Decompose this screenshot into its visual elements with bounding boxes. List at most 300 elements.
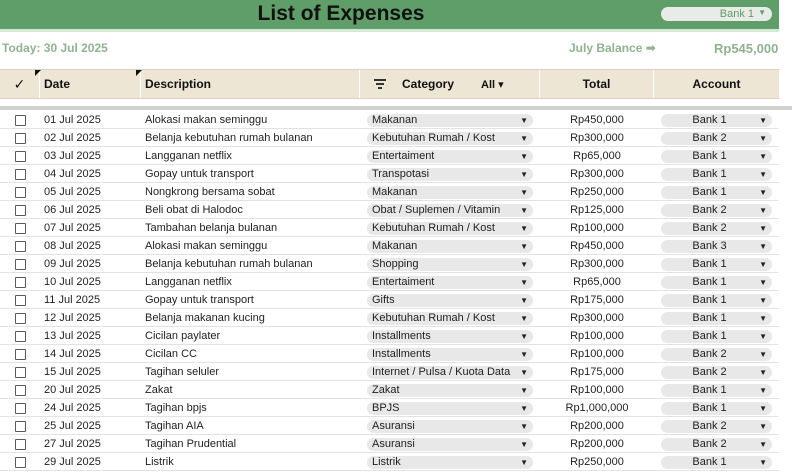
row-date[interactable]: 07 Jul 2025 (44, 222, 101, 234)
row-category-cell (367, 183, 533, 201)
bank-selector[interactable] (661, 7, 772, 21)
header-total-label: Total (582, 77, 611, 91)
category-value: Kebutuhan Rumah / Kost (372, 132, 495, 144)
category-dropdown[interactable] (367, 276, 533, 289)
row-checkbox-cell (0, 255, 40, 273)
row-checkbox[interactable] (15, 223, 26, 234)
row-category-cell (367, 255, 533, 273)
dropdown-arrow-icon: ▼ (520, 331, 528, 341)
row-checkbox-cell (0, 183, 40, 201)
row-checkbox-cell (0, 219, 40, 237)
row-total[interactable]: Rp300,000 (570, 168, 624, 180)
header-category-label: Category (402, 77, 455, 91)
dropdown-arrow-icon: ▼ (520, 313, 528, 323)
table-row (0, 327, 779, 345)
account-value: Bank 1 (692, 276, 727, 288)
row-total[interactable]: Rp175,000 (570, 366, 624, 378)
dropdown-arrow-icon: ▼ (520, 205, 528, 215)
table-row (0, 111, 779, 129)
dropdown-arrow-icon: ▼ (520, 133, 528, 143)
row-category-cell (367, 399, 533, 417)
row-total[interactable]: Rp65,000 (573, 276, 621, 288)
table-row (0, 273, 779, 291)
row-date[interactable]: 09 Jul 2025 (44, 258, 101, 270)
row-date[interactable]: 05 Jul 2025 (44, 186, 101, 198)
table-row (0, 165, 779, 183)
row-checkbox-cell (0, 381, 40, 399)
row-category-cell (367, 309, 533, 327)
dropdown-arrow-icon: ▼ (520, 187, 528, 197)
row-total[interactable]: Rp450,000 (570, 240, 624, 252)
row-category-cell (367, 111, 533, 129)
row-total[interactable]: Rp175,000 (570, 294, 624, 306)
category-dropdown[interactable] (367, 312, 533, 325)
category-value: Makanan (372, 114, 418, 126)
category-value: Makanan (372, 186, 418, 198)
row-checkbox-cell (0, 201, 40, 219)
row-account-cell (661, 453, 772, 471)
header-description-label: Description (145, 77, 212, 91)
row-total[interactable]: Rp100,000 (570, 384, 624, 396)
row-account-cell (661, 363, 772, 381)
account-dropdown[interactable] (661, 294, 772, 307)
account-dropdown[interactable] (661, 240, 772, 253)
corner-marker-icon (35, 70, 41, 76)
account-value: Bank 2 (692, 132, 727, 144)
row-date[interactable]: 29 Jul 2025 (44, 456, 101, 468)
account-value: Bank 1 (692, 258, 727, 270)
category-dropdown[interactable] (367, 168, 533, 181)
row-category-cell (367, 363, 533, 381)
row-checkbox-cell (0, 345, 40, 363)
row-account-cell (661, 309, 772, 327)
account-value: Bank 1 (692, 186, 727, 198)
account-value: Bank 2 (692, 222, 727, 234)
dropdown-arrow-icon: ▼ (759, 403, 767, 413)
row-checkbox-cell (0, 291, 40, 309)
category-value: Kebutuhan Rumah / Kost (372, 222, 495, 234)
row-category-cell (367, 237, 533, 255)
dropdown-arrow-icon: ▼ (759, 457, 767, 467)
row-checkbox-cell (0, 129, 40, 147)
account-dropdown[interactable] (661, 114, 772, 127)
table-row (0, 363, 779, 381)
dropdown-arrow-icon: ▼ (520, 151, 528, 161)
table-row (0, 255, 779, 273)
row-checkbox-cell (0, 399, 40, 417)
table-row (0, 417, 779, 435)
row-checkbox-cell (0, 417, 40, 435)
row-checkbox-cell (0, 363, 40, 381)
dropdown-arrow-icon: ▼ (759, 115, 767, 125)
row-category-cell (367, 291, 533, 309)
account-dropdown[interactable] (661, 150, 772, 163)
row-date[interactable]: 06 Jul 2025 (44, 204, 101, 216)
dropdown-arrow-icon: ▼ (520, 403, 528, 413)
row-description[interactable]: Cicilan paylater (145, 330, 221, 342)
account-dropdown[interactable] (661, 330, 772, 343)
header-category[interactable] (360, 70, 540, 98)
row-account-cell (661, 183, 772, 201)
dropdown-arrow-icon: ▼ (520, 457, 528, 467)
row-category-cell (367, 453, 533, 471)
dropdown-arrow-icon: ▼ (759, 331, 767, 341)
dropdown-arrow-icon: ▼ (520, 421, 528, 431)
row-checkbox[interactable] (15, 187, 26, 198)
row-account-cell (661, 291, 772, 309)
dropdown-arrow-icon: ▼ (520, 385, 528, 395)
header-account[interactable] (654, 70, 779, 98)
category-dropdown[interactable] (367, 456, 533, 469)
account-value: Bank 1 (692, 114, 727, 126)
dropdown-arrow-icon: ▼ (759, 241, 767, 251)
row-checkbox[interactable] (15, 277, 26, 288)
row-account-cell (661, 399, 772, 417)
category-dropdown[interactable] (367, 330, 533, 343)
dropdown-arrow-icon: ▼ (520, 277, 528, 287)
row-description[interactable]: Belanja kebutuhan rumah bulanan (145, 132, 313, 144)
row-category-cell (367, 201, 533, 219)
row-description[interactable]: Alokasi makan seminggu (145, 240, 268, 252)
row-checkbox-cell (0, 309, 40, 327)
account-value: Bank 2 (692, 204, 727, 216)
account-dropdown[interactable] (661, 312, 772, 325)
row-total[interactable]: Rp300,000 (570, 312, 624, 324)
row-checkbox-cell (0, 237, 40, 255)
table-row (0, 309, 779, 327)
row-account-cell (661, 129, 772, 147)
category-value: Obat / Suplemen / Vitamin (372, 204, 501, 216)
row-date[interactable]: 24 Jul 2025 (44, 402, 101, 414)
category-value: Kebutuhan Rumah / Kost (372, 312, 495, 324)
row-account-cell (661, 201, 772, 219)
account-dropdown[interactable] (661, 438, 772, 451)
row-date[interactable]: 12 Jul 2025 (44, 312, 101, 324)
row-checkbox[interactable] (15, 331, 26, 342)
category-dropdown[interactable] (367, 348, 533, 361)
dropdown-arrow-icon: ▼ (520, 259, 528, 269)
category-value: Gifts (372, 294, 395, 306)
account-value: Bank 2 (692, 438, 727, 450)
row-checkbox[interactable] (15, 151, 26, 162)
dropdown-arrow-icon: ▼ (520, 169, 528, 179)
row-total[interactable]: Rp100,000 (570, 330, 624, 342)
row-checkbox[interactable] (15, 295, 26, 306)
row-category-cell (367, 129, 533, 147)
row-checkbox[interactable] (15, 349, 26, 360)
corner-marker-icon (136, 70, 142, 76)
account-dropdown[interactable] (661, 258, 772, 271)
row-checkbox[interactable] (15, 439, 26, 450)
row-checkbox-cell (0, 147, 40, 165)
row-category-cell (367, 417, 533, 435)
dropdown-arrow-icon: ▼ (759, 439, 767, 449)
category-dropdown[interactable] (367, 204, 533, 217)
dropdown-arrow-icon: ▼ (759, 133, 767, 143)
row-description[interactable]: Langganan netflix (145, 276, 232, 288)
row-total[interactable]: Rp1,000,000 (565, 402, 629, 414)
table-header (0, 69, 779, 99)
category-value: Transpotasi (372, 168, 430, 180)
row-description[interactable]: Belanja makanan kucing (145, 312, 265, 324)
category-dropdown[interactable] (367, 132, 533, 145)
row-description[interactable]: Belanja kebutuhan rumah bulanan (145, 258, 313, 270)
table-row (0, 219, 779, 237)
table-row (0, 237, 779, 255)
dropdown-arrow-icon: ▼ (759, 295, 767, 305)
row-checkbox-cell (0, 165, 40, 183)
row-checkbox[interactable] (15, 169, 26, 180)
row-checkbox[interactable] (15, 205, 26, 216)
category-value: Asuransi (372, 438, 415, 450)
dropdown-arrow-icon: ▼ (759, 169, 767, 179)
row-account-cell (661, 111, 772, 129)
account-value: Bank 1 (692, 402, 727, 414)
row-category-cell (367, 345, 533, 363)
row-total[interactable]: Rp200,000 (570, 420, 624, 432)
dropdown-arrow-icon: ▼ (520, 367, 528, 377)
category-value: Entertaiment (372, 276, 435, 288)
row-account-cell (661, 165, 772, 183)
dropdown-arrow-icon: ▼ (520, 349, 528, 359)
row-date[interactable]: 01 Jul 2025 (44, 114, 101, 126)
row-account-cell (661, 147, 772, 165)
account-value: Bank 2 (692, 366, 727, 378)
row-description[interactable]: Beli obat di Halodoc (145, 204, 243, 216)
row-date[interactable]: 27 Jul 2025 (44, 438, 101, 450)
row-category-cell (367, 327, 533, 345)
row-account-cell (661, 273, 772, 291)
row-account-cell (661, 435, 772, 453)
dropdown-arrow-icon: ▼ (520, 241, 528, 251)
table-row (0, 381, 779, 399)
category-dropdown[interactable] (367, 114, 533, 127)
account-value: Bank 1 (692, 330, 727, 342)
row-checkbox[interactable] (15, 259, 26, 270)
category-dropdown[interactable] (367, 294, 533, 307)
expense-table-body (0, 111, 779, 471)
row-description[interactable]: Tagihan bpjs (145, 402, 207, 414)
row-total[interactable]: Rp65,000 (573, 150, 621, 162)
category-dropdown[interactable] (367, 402, 533, 415)
table-row (0, 129, 779, 147)
dropdown-arrow-icon: ▼ (759, 385, 767, 395)
account-value: Bank 2 (692, 420, 727, 432)
header-date-label: Date (44, 77, 71, 91)
account-value: Bank 1 (692, 312, 727, 324)
row-total[interactable]: Rp100,000 (570, 222, 624, 234)
category-filter-dropdown[interactable]: All ▾ (481, 78, 504, 91)
row-checkbox[interactable] (15, 457, 26, 468)
row-total[interactable]: Rp250,000 (570, 186, 624, 198)
category-value: BPJS (372, 402, 400, 414)
row-total[interactable]: Rp200,000 (570, 438, 624, 450)
row-category-cell (367, 147, 533, 165)
row-checkbox-cell (0, 435, 40, 453)
dropdown-arrow-icon: ▼ (520, 223, 528, 233)
table-row (0, 435, 779, 453)
today-date: Today: 30 Jul 2025 (2, 41, 108, 55)
account-value: Bank 3 (692, 240, 727, 252)
row-category-cell (367, 219, 533, 237)
account-value: Bank 1 (692, 150, 727, 162)
row-description[interactable]: Listrik (145, 456, 174, 468)
account-dropdown[interactable] (661, 420, 772, 433)
row-category-cell (367, 273, 533, 291)
category-dropdown[interactable] (367, 222, 533, 235)
category-value: Installments (372, 330, 431, 342)
header-total[interactable] (540, 70, 654, 98)
row-checkbox[interactable] (15, 313, 26, 324)
row-category-cell (367, 165, 533, 183)
row-total[interactable]: Rp100,000 (570, 348, 624, 360)
row-account-cell (661, 417, 772, 435)
category-dropdown[interactable] (367, 420, 533, 433)
account-dropdown[interactable] (661, 276, 772, 289)
account-dropdown[interactable] (661, 186, 772, 199)
category-dropdown[interactable] (367, 186, 533, 199)
table-row (0, 399, 779, 417)
dropdown-arrow-icon: ▼ (759, 223, 767, 233)
account-dropdown[interactable] (661, 204, 772, 217)
dropdown-arrow-icon: ▼ (520, 115, 528, 125)
row-account-cell (661, 255, 772, 273)
row-description[interactable]: Tagihan AIA (145, 420, 204, 432)
row-checkbox[interactable] (15, 241, 26, 252)
row-date[interactable]: 08 Jul 2025 (44, 240, 101, 252)
row-description[interactable]: Gopay untuk transport (145, 168, 254, 180)
category-value: Zakat (372, 384, 400, 396)
row-date[interactable]: 25 Jul 2025 (44, 420, 101, 432)
dropdown-arrow-icon: ▼ (759, 205, 767, 215)
header-description[interactable] (141, 70, 360, 98)
dropdown-arrow-icon: ▼ (759, 259, 767, 269)
row-checkbox[interactable] (15, 115, 26, 126)
row-description[interactable]: Cicilan CC (145, 348, 197, 360)
dropdown-arrow-icon: ▼ (759, 187, 767, 197)
header-account-label: Account (692, 77, 741, 91)
dropdown-arrow-icon: ▼ (758, 8, 766, 17)
table-row (0, 201, 779, 219)
category-value: Listrik (372, 456, 401, 468)
account-dropdown[interactable] (661, 366, 772, 379)
account-value: Bank 1 (692, 384, 727, 396)
account-dropdown[interactable] (661, 384, 772, 397)
category-value: Installments (372, 348, 431, 360)
title-band (0, 29, 779, 32)
category-value: Shopping (372, 258, 419, 270)
row-total[interactable]: Rp125,000 (570, 204, 624, 216)
category-dropdown[interactable] (367, 150, 533, 163)
dropdown-arrow-icon: ▼ (759, 151, 767, 161)
row-date[interactable]: 11 Jul 2025 (44, 294, 101, 306)
table-row (0, 291, 779, 309)
row-description[interactable]: Langganan netflix (145, 150, 232, 162)
row-description[interactable]: Alokasi makan seminggu (145, 114, 268, 126)
row-description[interactable]: Tagihan Prudential (145, 438, 237, 450)
row-date[interactable]: 20 Jul 2025 (44, 384, 101, 396)
row-description[interactable]: Tambahan belanja bulanan (145, 222, 278, 234)
row-total[interactable]: Rp300,000 (570, 258, 624, 270)
category-dropdown[interactable] (367, 366, 533, 379)
dropdown-arrow-icon: ▼ (759, 421, 767, 431)
row-date[interactable]: 14 Jul 2025 (44, 348, 101, 360)
filter-icon[interactable] (374, 79, 386, 89)
row-checkbox[interactable] (15, 421, 26, 432)
dropdown-arrow-icon: ▼ (759, 313, 767, 323)
row-account-cell (661, 237, 772, 255)
row-account-cell (661, 381, 772, 399)
row-category-cell (367, 435, 533, 453)
row-total[interactable]: Rp450,000 (570, 114, 624, 126)
account-dropdown[interactable] (661, 402, 772, 415)
row-checkbox[interactable] (15, 133, 26, 144)
row-date[interactable]: 04 Jul 2025 (44, 168, 101, 180)
row-checkbox[interactable] (15, 385, 26, 396)
category-dropdown[interactable] (367, 438, 533, 451)
table-row (0, 147, 779, 165)
row-account-cell (661, 345, 772, 363)
row-category-cell (367, 381, 533, 399)
row-checkbox-cell (0, 453, 40, 471)
category-value: Asuransi (372, 420, 415, 432)
category-value: Entertaiment (372, 150, 435, 162)
row-total[interactable]: Rp300,000 (570, 132, 624, 144)
dropdown-arrow-icon: ▼ (759, 367, 767, 377)
page-title: List of Expenses (257, 2, 425, 25)
table-row (0, 453, 779, 471)
account-dropdown[interactable] (661, 348, 772, 361)
category-dropdown[interactable] (367, 240, 533, 253)
row-checkbox-cell (0, 327, 40, 345)
row-account-cell (661, 327, 772, 345)
account-dropdown[interactable] (661, 132, 772, 145)
row-checkbox-cell (0, 273, 40, 291)
dropdown-arrow-icon: ▼ (759, 349, 767, 359)
row-date[interactable]: 13 Jul 2025 (44, 330, 101, 342)
account-dropdown[interactable] (661, 168, 772, 181)
row-total[interactable]: Rp250,000 (570, 456, 624, 468)
row-description[interactable]: Gopay untuk transport (145, 294, 254, 306)
row-checkbox[interactable] (15, 367, 26, 378)
account-value: Bank 1 (692, 456, 727, 468)
account-value: Bank 1 (692, 294, 727, 306)
header-date[interactable] (40, 70, 141, 98)
bank-selector-value: Bank 1 (719, 8, 754, 20)
table-row (0, 345, 779, 363)
row-checkbox[interactable] (15, 403, 26, 414)
row-checkbox-cell (0, 111, 40, 129)
row-date[interactable]: 03 Jul 2025 (44, 150, 101, 162)
dropdown-arrow-icon: ▼ (759, 277, 767, 287)
category-dropdown[interactable] (367, 384, 533, 397)
header-check[interactable] (0, 70, 40, 98)
category-dropdown[interactable] (367, 258, 533, 271)
row-date[interactable]: 15 Jul 2025 (44, 366, 101, 378)
row-description[interactable]: Nongkrong bersama sobat (145, 186, 275, 198)
row-date[interactable]: 02 Jul 2025 (44, 132, 101, 144)
header-separator (0, 106, 792, 110)
row-description[interactable]: Tagihan seluler (145, 366, 219, 378)
row-description[interactable]: Zakat (145, 384, 173, 396)
row-date[interactable]: 10 Jul 2025 (44, 276, 101, 288)
dropdown-arrow-icon: ▼ (520, 295, 528, 305)
table-row (0, 183, 779, 201)
row-account-cell (661, 219, 772, 237)
account-dropdown[interactable] (661, 222, 772, 235)
account-dropdown[interactable] (661, 456, 772, 469)
account-value: Bank 1 (692, 168, 727, 180)
